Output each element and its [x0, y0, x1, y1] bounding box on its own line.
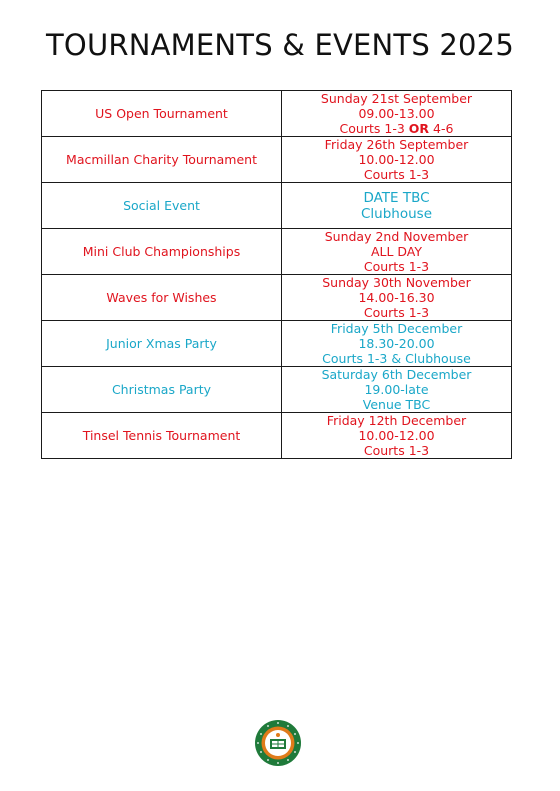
event-time: 10.00-12.00	[358, 428, 435, 443]
table-row	[42, 183, 512, 229]
events-table	[41, 90, 512, 459]
event-courts: Courts 1-3	[363, 259, 430, 274]
event-details	[282, 321, 512, 367]
event-courts: Courts 1-3	[363, 167, 430, 182]
event-details	[282, 91, 512, 137]
event-details	[282, 413, 512, 459]
event-courts: Courts 1-3	[363, 305, 430, 320]
event-venue: Clubhouse	[360, 205, 432, 222]
event-time: 19.00-late	[364, 382, 429, 397]
event-time: 18.30-20.00	[358, 336, 435, 351]
event-name: US Open Tournament	[42, 91, 282, 137]
event-date: Friday 5th December	[330, 321, 463, 336]
event-date: DATE TBC	[363, 189, 430, 206]
courts-option-a: Courts 1-3	[339, 121, 405, 136]
event-name: Social Event	[42, 183, 282, 229]
event-details	[282, 183, 512, 229]
courts-option-b: 4-6	[433, 121, 454, 136]
event-date: Sunday 30th November	[322, 275, 471, 290]
table-row	[42, 137, 512, 183]
table-row	[42, 91, 512, 137]
event-time: ALL DAY	[370, 244, 423, 259]
courts-or: OR	[408, 121, 430, 136]
event-courts	[282, 121, 511, 136]
event-name: Macmillan Charity Tournament	[42, 137, 282, 183]
event-details	[282, 275, 512, 321]
table-row	[42, 275, 512, 321]
event-name: Waves for Wishes	[42, 275, 282, 321]
event-name: Mini Club Championships	[42, 229, 282, 275]
event-time: 14.00-16.30	[358, 290, 435, 305]
event-name: Christmas Party	[42, 367, 282, 413]
event-courts: Courts 1-3	[363, 443, 430, 458]
tennis-club-crest-icon	[254, 719, 302, 767]
event-time: 09.00-13.00	[358, 106, 435, 121]
event-date: Friday 26th September	[324, 137, 469, 152]
event-date: Friday 12th December	[326, 413, 467, 428]
event-time: 10.00-12.00	[358, 152, 435, 167]
event-date: Sunday 21st September	[320, 91, 473, 106]
event-date: Saturday 6th December	[321, 367, 472, 382]
event-name: Junior Xmas Party	[42, 321, 282, 367]
table-row	[42, 413, 512, 459]
table-row	[42, 229, 512, 275]
event-details	[282, 137, 512, 183]
event-details	[282, 367, 512, 413]
table-row	[42, 321, 512, 367]
event-venue: Venue TBC	[362, 397, 431, 412]
table-row	[42, 367, 512, 413]
page-title: TOURNAMENTS & EVENTS 2025	[46, 28, 514, 62]
event-name: Tinsel Tennis Tournament	[42, 413, 282, 459]
event-details	[282, 229, 512, 275]
event-date: Sunday 2nd November	[324, 229, 469, 244]
event-courts: Courts 1-3 & Clubhouse	[322, 351, 471, 366]
